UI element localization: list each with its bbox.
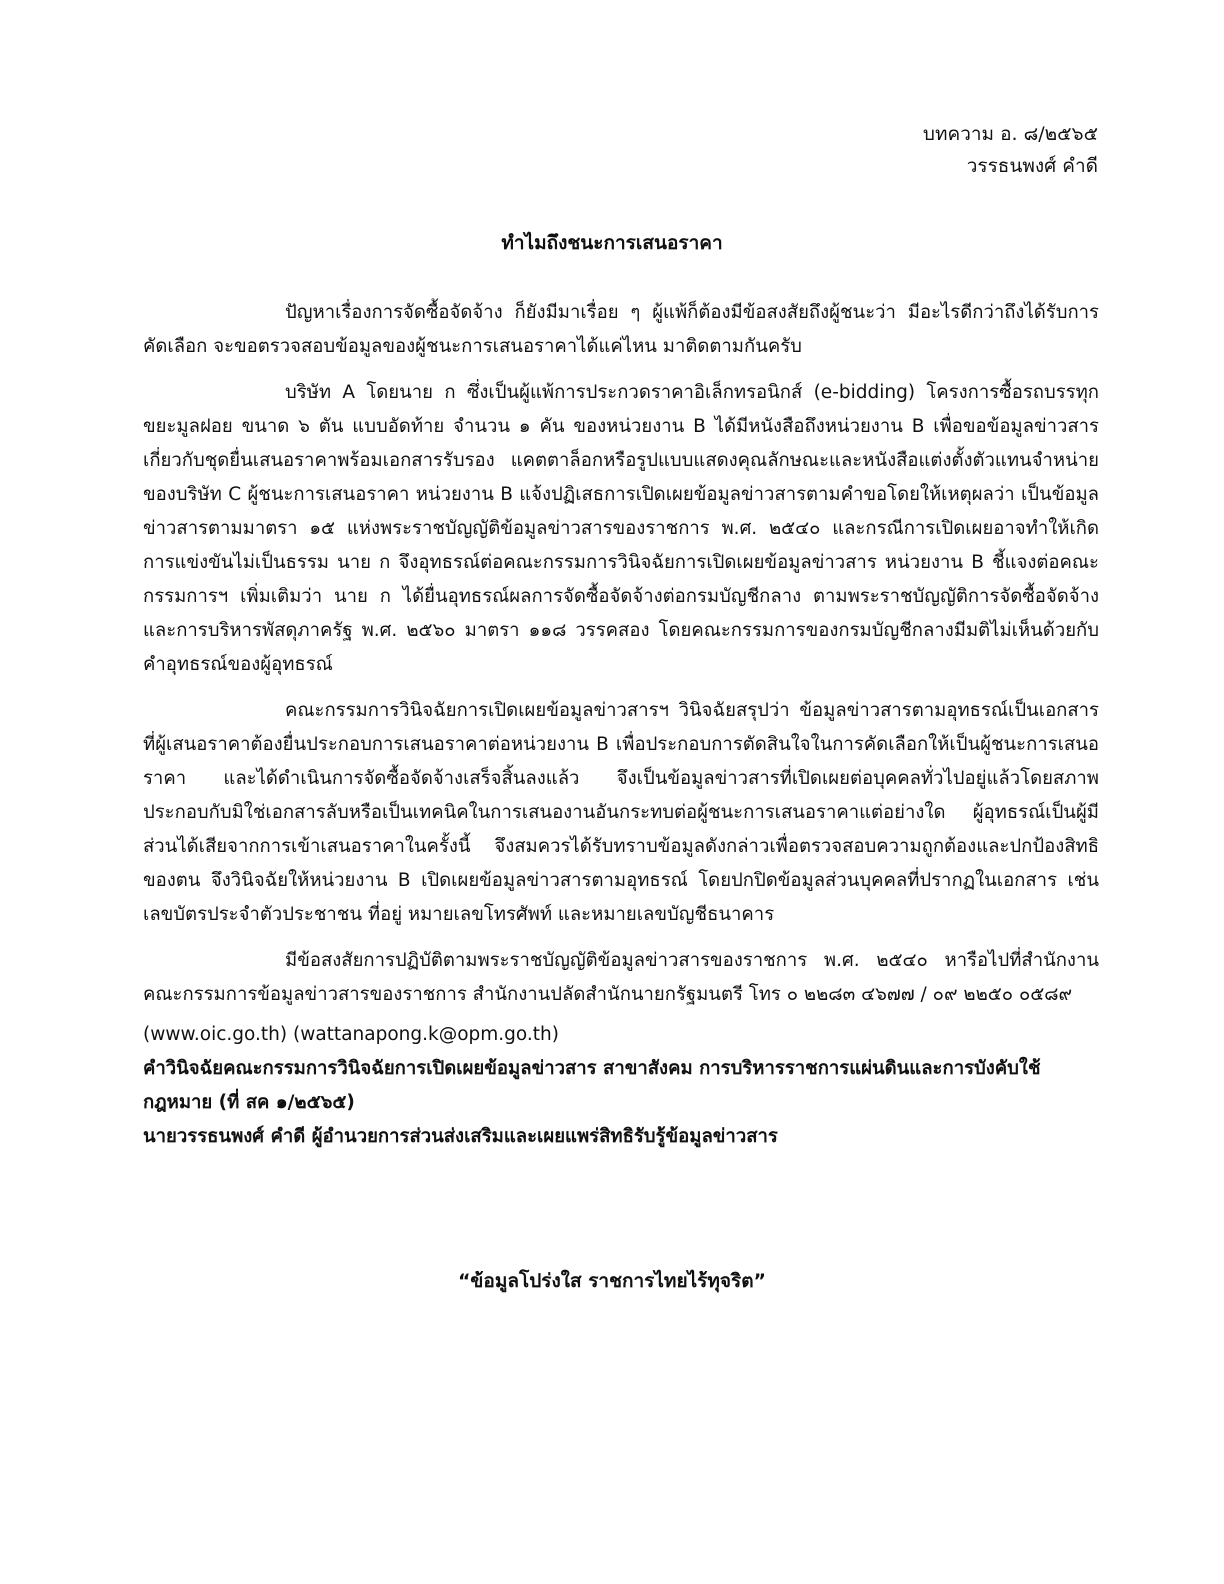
signature-line: นายวรรธนพงศ์ คำดี ผู้อำนวยการส่วนส่งเสริมและเผยแพร่สิทธิรับรู้ข้อมูลข่าวสาร [143,1126,778,1147]
slogan: “ข้อมูลโปร่งใส ราชการไทยไร้ทุจริต” [457,1270,767,1292]
author-name: วรรธนพงศ์ คำดี [966,155,1098,177]
article-title: ทำไมถึงชนะการเสนอราคา [501,232,723,254]
intro-paragraph: ปัญหาเรื่องการจัดซื้อจัดจ้าง ก็ยังมีมาเรื่อย ๆ ผู้แพ้ก็ต้องมีข้อสงสัยถึงผู้ชนะว่า มีอะไรดีกว่าถึงได้รับการคัดเลือก จะขอตรวจสอบข้อมูลของผู้ชนะการเสนอราคาได้แค่ไหน มาติดตามกันครับ [143,302,1099,357]
contact-links: (www.oic.go.th) (wattanapong.k@opm.go.th) [143,1024,559,1045]
case-paragraph: บริษัท A โดยนาย ก ซึ่งเป็นผู้แพ้การประกวดราคาอิเล็กทรอนิกส์ (e-bidding) โครงการซื้อรถบรรทุกขยะมูลฝอย ขนาด ๖ ตัน แบบอัดท้าย จำนวน ๑ คัน ของหน่วยงาน B ได้มีหนังสือถึงหน่วยงาน B เพื่อขอข้อมูลข่าวสารเกี่ยวกับชุดยื่นเสนอราคาพร้อมเอกสารรับรอง แคตตาล็อกหรือรูปแบบแสดงคุณลักษณะและหนังสือแต่งตั้งตัวแทนจำหน่ายของบริษัท C ผู้ชนะการเสนอราคา หน่วยงาน B แจ้งปฏิเสธการเปิดเผยข้อมูลข่าวสารตามคำขอโดยให้เหตุผลว่า เป็นข้อมูลข่าวสารตามมาตรา ๑๕ แห่งพระราชบัญญัติข้อมูลข่าวสารของราชการ พ.ศ. ๒๕๔๐ และกรณีการเปิดเผยอาจทำให้เกิดการแข่งขันไม่เป็นธรรม นาย ก จึงอุทธรณ์ต่อคณะกรรมการวินิจฉัยการเปิดเผยข้อมูลข่าวสาร หน่วยงาน B ชี้แจงต่อคณะกรรมการฯ เพิ่มเติมว่า นาย ก ได้ยื่นอุทธรณ์ผลการจัดซื้อจัดจ้างต่อกรมบัญชีกลาง ตามพระราชบัญญัติการจัดซื้อจัดจ้างและการบริหารพัสดุภาครัฐ พ.ศ. ๒๕๖๐ มาตรา ๑๑๘ วรรคสอง โดยคณะกรรมการของกรมบัญชีกลางมีมติไม่เห็นด้วยกับคำอุทธรณ์ของผู้อุทธรณ์ [143,382,1099,675]
contact-paragraph: มีข้อสงสัยการปฏิบัติตามพระราชบัญญัติข้อมูลข่าวสารของราชการ พ.ศ. ๒๕๔๐ หารือไปที่สำนักงานคณะกรรมการข้อมูลข่าวสารของราชการ สำนักงานปลัดสำนักนายกรัฐมนตรี โทร ๐ ๒๒๘๓ ๔๖๗๗ / ๐๙ ๒๒๕๐ ๐๕๘๙ [143,950,1099,1005]
document-header [923,118,1098,182]
decision-reference: คำวินิจฉัยคณะกรรมการวินิจฉัยการเปิดเผยข้อมูลข่าวสาร สาขาสังคม การบริหารราชการแผ่นดินและการบังคับใช้กฎหมาย (ที่ สค ๑/๒๕๖๕) [143,1058,1041,1113]
ruling-paragraph: คณะกรรมการวินิจฉัยการเปิดเผยข้อมูลข่าวสารฯ วินิจฉัยสรุปว่า ข้อมูลข่าวสารตามอุทธรณ์เป็นเอกสารที่ผู้เสนอราคาต้องยื่นประกอบการเสนอราคาต่อหน่วยงาน B เพื่อประกอบการตัดสินใจในการคัดเลือกให้เป็นผู้ชนะการเสนอราคา และได้ดำเนินการจัดซื้อจัดจ้างเสร็จสิ้นลงแล้ว จึงเป็นข้อมูลข่าวสารที่เปิดเผยต่อบุคคลทั่วไปอยู่แล้วโดยสภาพ ประกอบกับมิใช่เอกสารลับหรือเป็นเทคนิคในการเสนองานอันกระทบต่อผู้ชนะการเสนอราคาแต่อย่างใด ผู้อุทธรณ์เป็นผู้มีส่วนได้เสียจากการเข้าเสนอราคาในครั้งนี้ จึงสมควรได้รับทราบข้อมูลดังกล่าวเพื่อตรวจสอบความถูกต้องและปกป้องสิทธิของตน จึงวินิจฉัยให้หน่วยงาน B เปิดเผยข้อมูลข่าวสารตามอุทธรณ์ โดยปกปิดข้อมูลส่วนบุคคลที่ปรากฏในเอกสาร เช่น เลขบัตรประจำตัวประชาชน ที่อยู่ หมายเลขโทรศัพท์ และหมายเลขบัญชีธนาคาร [143,700,1099,925]
article-body [143,296,1099,1154]
article-reference: บทความ อ. ๘/๒๕๖๕ [922,123,1098,145]
